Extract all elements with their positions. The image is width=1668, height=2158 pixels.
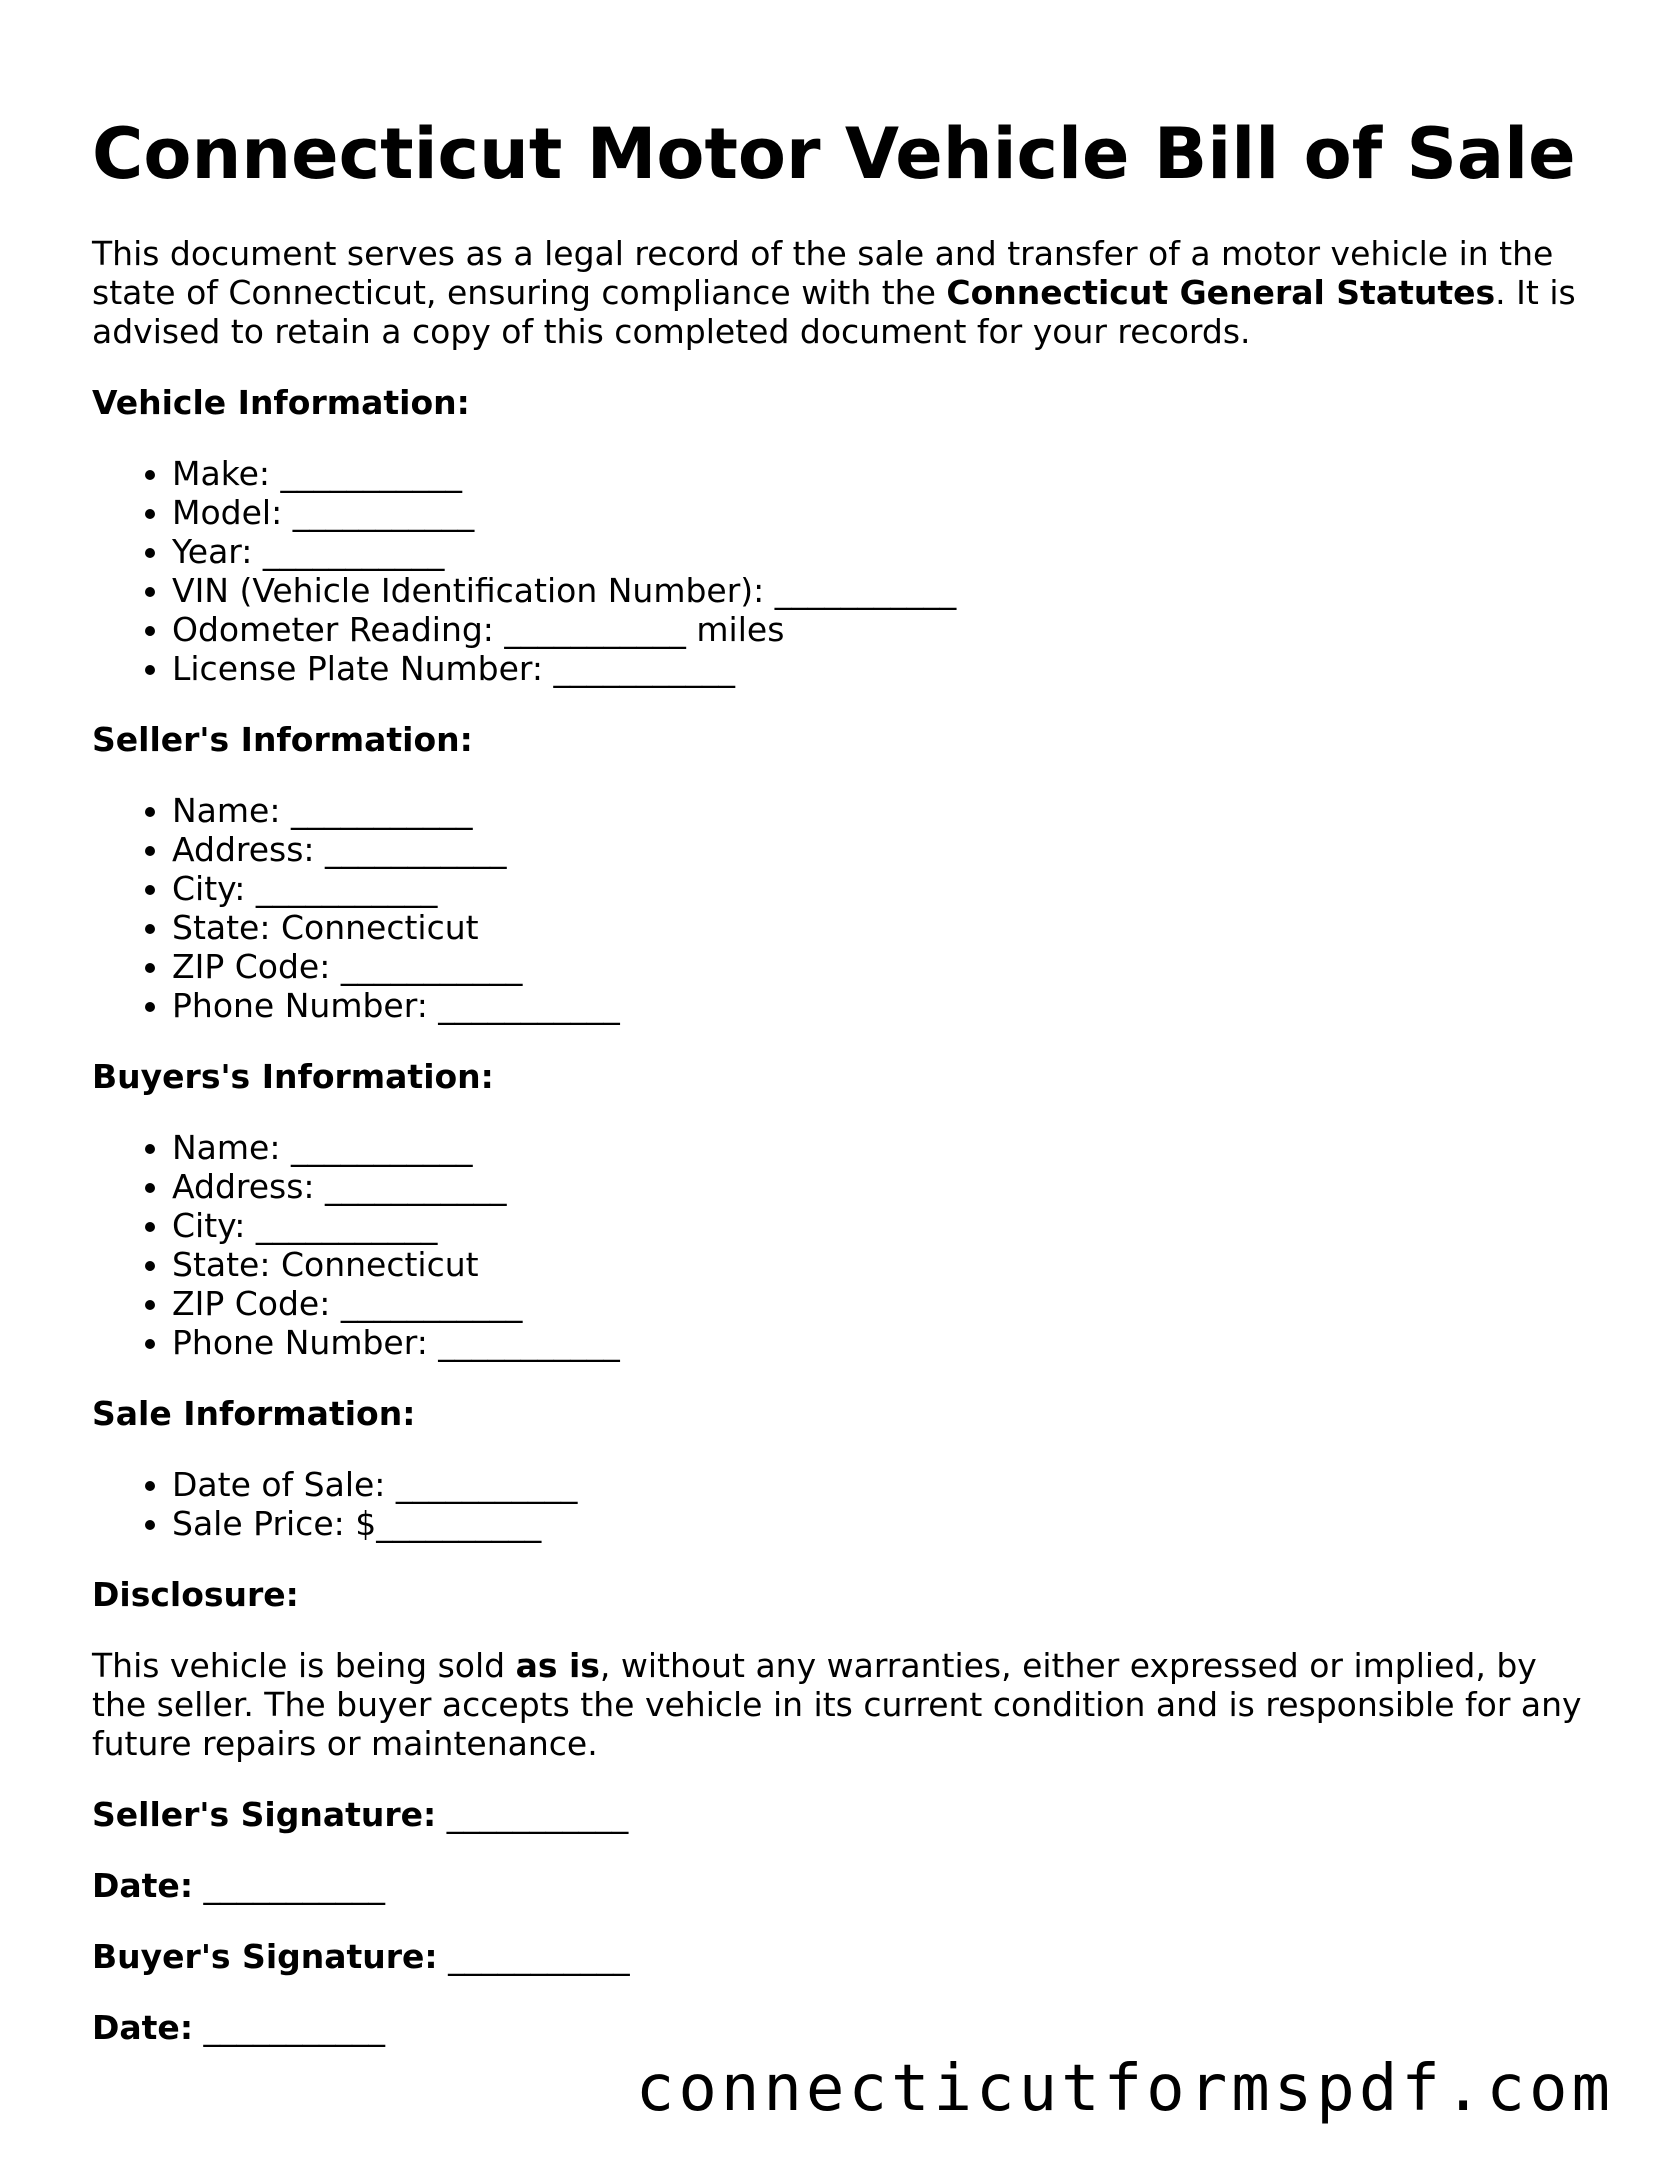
vehicle-make-field: • Make: ___________ bbox=[172, 454, 1592, 493]
seller-zip-field: • ZIP Code: ___________ bbox=[172, 947, 1592, 986]
intro-statutes-bold: Connecticut General Statutes bbox=[946, 273, 1496, 312]
buyer-name-field: • Name: ___________ bbox=[172, 1128, 1592, 1167]
buyer-address-field: • Address: ___________ bbox=[172, 1167, 1592, 1206]
document-page bbox=[92, 112, 1592, 2079]
vehicle-plate-field: • License Plate Number: ___________ bbox=[172, 649, 1592, 688]
sale-price-field: • Sale Price: $__________ bbox=[172, 1504, 1592, 1543]
seller-phone-field: • Phone Number: ___________ bbox=[172, 986, 1592, 1025]
vehicle-model-field: • Model: ___________ bbox=[172, 493, 1592, 532]
intro-text-end: . It is advised to retain a copy of this completed document for your records. bbox=[92, 273, 1576, 351]
sale-date-field: • Date of Sale: ___________ bbox=[172, 1465, 1592, 1504]
sale-info-list bbox=[92, 1465, 1592, 1543]
page-title: Connecticut Motor Vehicle Bill of Sale bbox=[92, 113, 1576, 195]
seller-signature-label: Seller's Signature: bbox=[92, 1795, 437, 1834]
disclosure-paragraph bbox=[92, 1646, 1592, 1763]
vehicle-vin-field: • VIN (Vehicle Identification Number): ___________ bbox=[172, 571, 1592, 610]
intro-text-start: This document serves as a legal record of the sale and transfer of a motor vehicle in the state of Connecticut, ensuring compliance with the bbox=[92, 234, 1554, 312]
vehicle-odometer-field: • Odometer Reading: ___________ miles bbox=[172, 610, 1592, 649]
seller-signature-blank: ___________ bbox=[436, 1795, 629, 1834]
seller-info-heading: Seller's Information: bbox=[92, 720, 473, 759]
buyer-info-heading: Buyers's Information: bbox=[92, 1057, 494, 1096]
disclosure-heading: Disclosure: bbox=[92, 1575, 299, 1614]
seller-signature-line bbox=[92, 1795, 1592, 1834]
seller-state-field: • State: Connecticut bbox=[172, 908, 1592, 947]
seller-date-label: Date: bbox=[92, 1866, 194, 1905]
buyer-date-label: Date: bbox=[92, 2008, 194, 2047]
buyer-signature-blank: ___________ bbox=[437, 1937, 630, 1976]
buyer-city-field: • City: ___________ bbox=[172, 1206, 1592, 1245]
buyer-info-list bbox=[92, 1128, 1592, 1362]
seller-city-field: • City: ___________ bbox=[172, 869, 1592, 908]
buyer-date-line bbox=[92, 2008, 1592, 2047]
buyer-date-blank: ___________ bbox=[193, 2008, 386, 2047]
seller-date-blank: ___________ bbox=[193, 1866, 386, 1905]
intro-paragraph bbox=[92, 234, 1592, 351]
seller-info-list bbox=[92, 791, 1592, 1025]
disclosure-as-is-bold: as is bbox=[515, 1646, 600, 1685]
disclosure-text-start: This vehicle is being sold bbox=[92, 1646, 516, 1685]
sale-info-heading: Sale Information: bbox=[92, 1394, 416, 1433]
seller-date-line bbox=[92, 1866, 1592, 1905]
seller-name-field: • Name: ___________ bbox=[172, 791, 1592, 830]
vehicle-info-list bbox=[92, 454, 1592, 688]
buyer-signature-label: Buyer's Signature: bbox=[92, 1937, 438, 1976]
vehicle-year-field: • Year: ___________ bbox=[172, 532, 1592, 571]
site-watermark: connecticutformspdf.com bbox=[635, 2052, 1614, 2126]
buyer-phone-field: • Phone Number: ___________ bbox=[172, 1323, 1592, 1362]
buyer-state-field: • State: Connecticut bbox=[172, 1245, 1592, 1284]
buyer-zip-field: • ZIP Code: ___________ bbox=[172, 1284, 1592, 1323]
disclosure-text-end: , without any warranties, either expressed or implied, by the seller. The buyer accepts the vehicle in its current condition and is responsible for any future repairs or maintenance. bbox=[92, 1646, 1582, 1763]
seller-address-field: • Address: ___________ bbox=[172, 830, 1592, 869]
vehicle-info-heading: Vehicle Information: bbox=[92, 383, 470, 422]
buyer-signature-line bbox=[92, 1937, 1592, 1976]
